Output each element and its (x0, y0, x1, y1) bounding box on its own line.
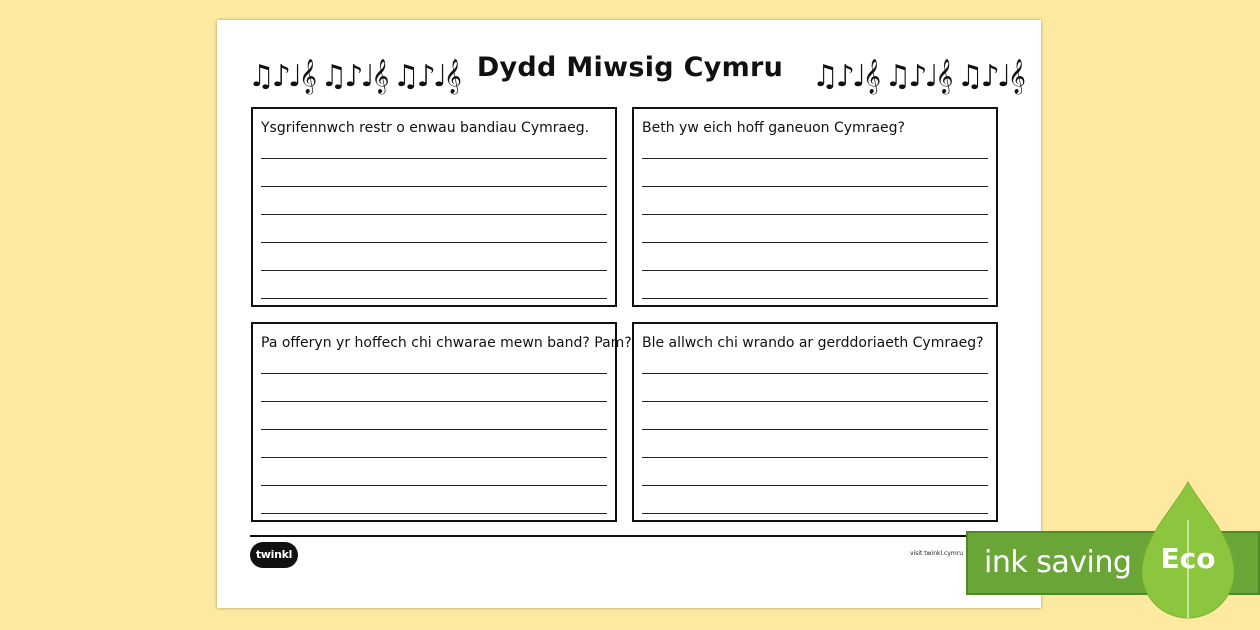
footer-divider (250, 535, 1006, 537)
question-text: Beth yw eich hoff ganeuon Cymraeg? (642, 120, 905, 136)
writing-line (642, 373, 988, 374)
writing-line (261, 513, 607, 514)
twinkl-logo: twinkl (250, 542, 298, 568)
writing-line (642, 457, 988, 458)
visit-url-text: visit twinkl.cymru (910, 550, 964, 557)
question-box-2 (632, 107, 998, 307)
writing-line (642, 186, 988, 187)
writing-line (261, 270, 607, 271)
writing-line (261, 429, 607, 430)
question-box-4 (632, 322, 998, 522)
music-notes-left-icon: ♫♪♩𝄞 ♫♪♩𝄞 ♫♪♩𝄞 (248, 59, 459, 94)
writing-line (642, 242, 988, 243)
writing-line (261, 186, 607, 187)
writing-line (261, 214, 607, 215)
writing-line (261, 373, 607, 374)
writing-line (642, 270, 988, 271)
writing-line (261, 242, 607, 243)
writing-line (642, 158, 988, 159)
question-text: Ysgrifennwch restr o enwau bandiau Cymraeg. (261, 120, 590, 136)
writing-line (261, 158, 607, 159)
eco-leaf-icon (1140, 480, 1236, 620)
ink-saving-label: ink saving (984, 545, 1132, 580)
writing-line (642, 513, 988, 514)
question-box-1 (251, 107, 617, 307)
writing-line (261, 485, 607, 486)
writing-line (642, 214, 988, 215)
writing-line (261, 298, 607, 299)
question-box-3 (251, 322, 632, 522)
question-text: Pa offeryn yr hoffech chi chwarae mewn band? Pam? (261, 335, 632, 351)
worksheet-title: Dydd Miwsig Cymru (476, 52, 784, 83)
writing-line (642, 429, 988, 430)
writing-line (261, 457, 607, 458)
writing-line (642, 485, 988, 486)
writing-line (261, 401, 607, 402)
eco-label: Eco (1160, 542, 1216, 575)
writing-line (642, 401, 988, 402)
question-text: Ble allwch chi wrando ar gerddoriaeth Cymraeg? (642, 335, 984, 351)
music-notes-right-icon: ♫♪♩𝄞 ♫♪♩𝄞 ♫♪♩𝄞 (812, 59, 1023, 94)
writing-line (642, 298, 988, 299)
